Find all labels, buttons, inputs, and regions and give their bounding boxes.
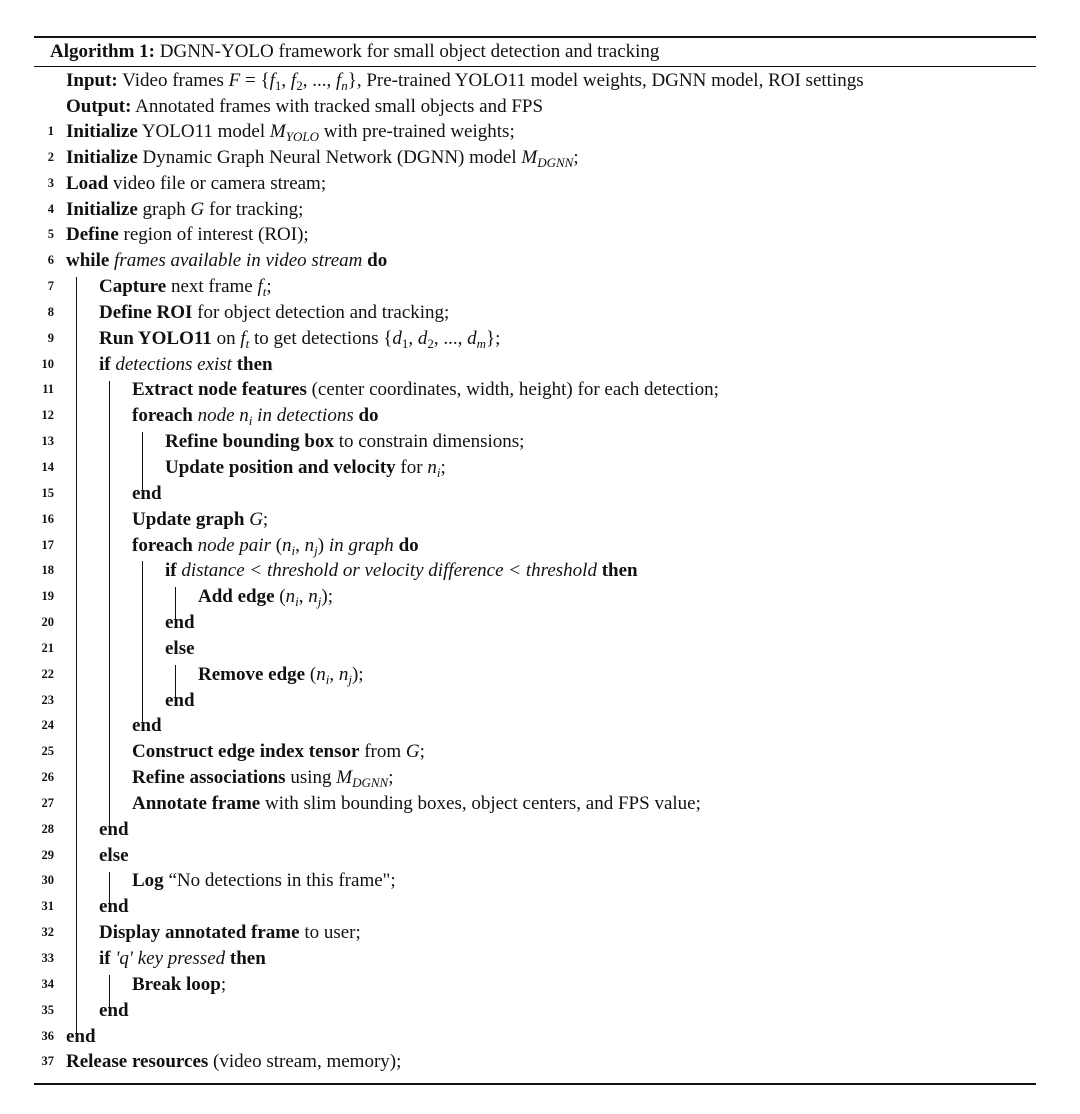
line-number: 13 <box>41 434 54 449</box>
algorithm-block <box>34 36 1036 1075</box>
line-number: 23 <box>41 692 54 707</box>
line-content: else <box>165 637 195 659</box>
line-content: Remove edge ($n_i$, $n_j$); <box>198 663 364 687</box>
line-content: if 'q' key pressed then <box>99 948 266 969</box>
block-guide-line <box>109 872 110 910</box>
line-number: 33 <box>41 951 54 965</box>
line-number: 30 <box>41 873 54 888</box>
line-content: end <box>165 612 195 634</box>
line-content: else <box>99 844 129 866</box>
algorithm-line <box>34 868 1036 894</box>
line-number: 19 <box>41 589 54 604</box>
line-number: 25 <box>41 744 54 759</box>
algorithm-line <box>34 119 1036 145</box>
line-content: end <box>99 818 129 840</box>
line-content: Construct edge index tensor from G; <box>132 741 425 763</box>
line-number: 2 <box>47 149 54 164</box>
algorithm-line <box>34 584 1036 610</box>
line-content: foreach node pair ($n_i$, $n_j$) in graph do <box>132 534 419 558</box>
line-number: 29 <box>41 847 54 862</box>
line-content: Load video file or camera stream; <box>66 172 327 194</box>
line-number: 20 <box>41 615 54 630</box>
block-guide-line <box>175 665 176 703</box>
line-content: while frames available in video stream do <box>66 250 388 272</box>
line-content: foreach node $n_i$ in detections do <box>132 405 379 429</box>
algorithm-line <box>34 377 1036 403</box>
line-number: 15 <box>41 485 54 500</box>
algorithm-line <box>34 739 1036 765</box>
line-content: Capture next frame $f_t$; <box>99 276 272 300</box>
line-content: Define ROI for object detection and tracking; <box>99 301 450 323</box>
line-content: if detections exist then <box>99 353 273 375</box>
algorithm-line <box>34 1024 1036 1050</box>
line-number: 31 <box>41 899 54 914</box>
input-text: Video frames $F = \{f_1$, $f_2$, ..., $f_n$}, Pre-trained YOLO11 model weights, DGNN model, ROI settings <box>122 70 864 93</box>
algorithm-line <box>34 481 1036 507</box>
line-number: 8 <box>47 304 54 319</box>
line-content: Run YOLO11 on $f_t$ to get detections {$d_1$, $d_2$, ..., $d_m$}; <box>99 327 501 351</box>
algorithm-caption <box>34 38 1036 66</box>
caption-title: DGNN-YOLO framework for small object detection and tracking <box>159 41 660 62</box>
algorithm-line <box>34 610 1036 636</box>
algorithm-line <box>34 688 1036 714</box>
line-content: Initialize graph G for tracking; <box>66 198 304 220</box>
line-number: 32 <box>41 925 54 940</box>
algorithm-line <box>34 662 1036 688</box>
input-label: Input: <box>66 70 118 91</box>
block-guide-line <box>76 277 77 1039</box>
line-number: 18 <box>41 563 54 578</box>
algorithm-line <box>34 791 1036 817</box>
block-guide-line <box>109 975 110 1013</box>
line-number: 10 <box>41 356 54 371</box>
line-number: 6 <box>47 253 54 268</box>
line-content: Update position and velocity for $n_i$; <box>165 456 446 480</box>
algorithm-line <box>34 300 1036 326</box>
algorithm-line <box>34 403 1036 429</box>
algorithm-line <box>34 972 1036 998</box>
line-number: 21 <box>41 640 54 655</box>
algorithm-lines <box>34 119 1036 1075</box>
line-number: 28 <box>41 821 54 836</box>
algorithm-line <box>34 222 1036 248</box>
algorithm-line <box>34 145 1036 171</box>
bottom-rule <box>34 1083 1036 1085</box>
algorithm-line <box>34 636 1036 662</box>
line-number: 35 <box>41 1002 54 1017</box>
block-guide-line <box>109 381 110 833</box>
line-number: 1 <box>47 124 54 138</box>
algorithm-line <box>34 713 1036 739</box>
algorithm-line <box>34 558 1036 584</box>
algorithm-line <box>34 274 1036 300</box>
line-number: 17 <box>41 537 54 552</box>
line-content: end <box>66 1025 96 1047</box>
line-number: 24 <box>41 718 54 733</box>
line-number: 14 <box>41 459 54 474</box>
line-content: Display annotated frame to user; <box>99 922 361 944</box>
line-content: Release resources (video stream, memory); <box>66 1051 402 1073</box>
algorithm-line <box>34 894 1036 920</box>
block-guide-line <box>175 587 176 625</box>
caption-label: Algorithm 1: <box>50 41 156 62</box>
line-number: 5 <box>47 227 54 242</box>
line-content: Add edge ($n_i$, $n_j$); <box>198 586 333 610</box>
line-content: end <box>132 482 162 504</box>
algorithm-line <box>34 429 1036 455</box>
algorithm-line <box>34 507 1036 533</box>
algorithm-line <box>34 455 1036 481</box>
line-content: Initialize YOLO11 model $M_{YOLO}$ with pre-trained weights; <box>66 121 515 144</box>
line-content: end <box>99 999 129 1021</box>
line-number: 12 <box>41 408 54 423</box>
line-content: if distance < threshold or velocity difference < threshold then <box>165 560 638 582</box>
algorithm-line <box>34 946 1036 972</box>
output-text: Annotated frames with tracked small objects and FPS <box>135 95 544 117</box>
line-content: Log “No detections in this frame"; <box>132 870 396 892</box>
algorithm-line <box>34 998 1036 1024</box>
algorithm-line <box>34 765 1036 791</box>
line-content: end <box>132 715 162 737</box>
line-content: Break loop; <box>132 973 227 995</box>
line-number: 9 <box>47 330 54 345</box>
line-number: 11 <box>42 382 54 397</box>
line-content: Refine bounding box to constrain dimensions; <box>165 431 525 453</box>
line-number: 3 <box>47 175 54 190</box>
line-number: 37 <box>41 1054 54 1069</box>
block-guide-line <box>142 561 143 729</box>
line-number: 36 <box>41 1028 54 1043</box>
line-number: 34 <box>41 976 54 991</box>
output-line <box>34 94 1036 120</box>
algorithm-line <box>34 533 1036 559</box>
line-content: end <box>99 896 129 918</box>
algorithm-line <box>34 171 1036 197</box>
algorithm-line <box>34 920 1036 946</box>
line-number: 7 <box>47 279 54 294</box>
algorithm-line <box>34 197 1036 223</box>
line-number: 16 <box>41 511 54 526</box>
algorithm-line <box>34 843 1036 869</box>
algorithm-line <box>34 1049 1036 1075</box>
line-content: end <box>165 689 195 711</box>
algorithm-line <box>34 817 1036 843</box>
caption-rule <box>34 66 1036 67</box>
line-content: Define region of interest (ROI); <box>66 224 309 246</box>
line-content: Extract node features (center coordinates, width, height) for each detection; <box>132 379 719 401</box>
line-content: Initialize Dynamic Graph Neural Network (DGNN) model $M_{DGNN}$; <box>66 146 579 170</box>
line-content: Update graph G; <box>132 508 269 530</box>
algorithm-line <box>34 352 1036 378</box>
line-number: 26 <box>41 770 54 785</box>
block-guide-line <box>142 432 143 496</box>
line-number: 22 <box>41 666 54 681</box>
line-content: Annotate frame with slim bounding boxes, object centers, and FPS value; <box>132 792 701 814</box>
line-number: 4 <box>47 201 54 216</box>
line-number: 27 <box>41 795 54 810</box>
algorithm-line <box>34 248 1036 274</box>
algorithm-line <box>34 326 1036 352</box>
line-content: Refine associations using $M_{DGNN}$; <box>132 767 394 791</box>
output-label: Output: <box>66 95 132 117</box>
input-line <box>34 68 1036 94</box>
